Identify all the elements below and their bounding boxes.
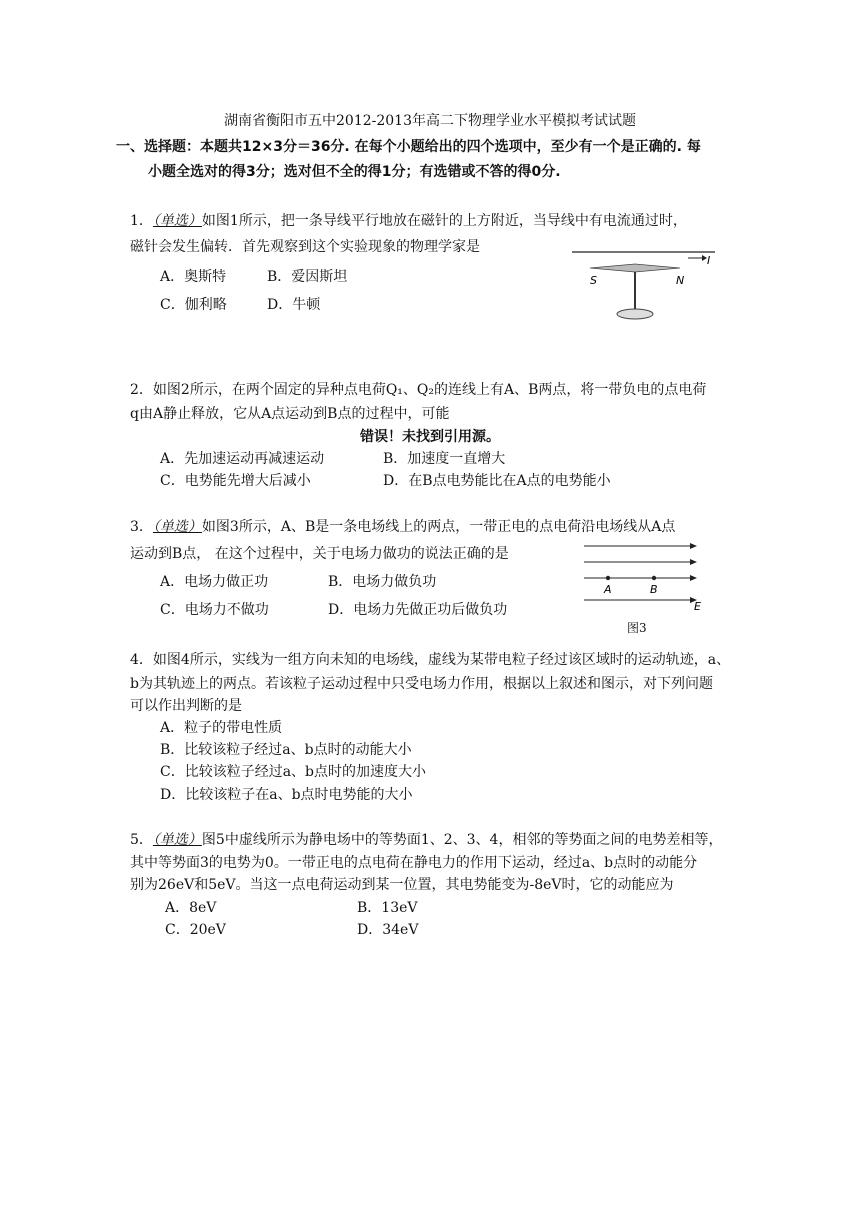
q3-option-a: A．电场力做正功 [160, 574, 269, 590]
q4-option-a: A．粒子的带电性质 [160, 720, 283, 736]
section-heading-line1: 一、选择题：本题共12×3分＝36分. 在每个小题给出的四个选项中，至少有一个是正确的. 每 [116, 139, 701, 155]
q3-option-c: C．电场力不做功 [160, 602, 269, 618]
q5-tag: （单选） [152, 832, 202, 848]
fig3-point-b-label: B [650, 583, 658, 596]
q1-text: 如图1所示，把一条导线平行地放在磁针的上方附近，当导线中有电流通过时， [201, 213, 687, 229]
q1-tag: （单选） [152, 213, 202, 229]
q4-option-d: D．比较该粒子在a、b点时电势能的大小 [160, 787, 413, 803]
q5-option-d: D．34eV [357, 922, 419, 938]
q2-option-b: B．加速度一直增大 [383, 451, 506, 467]
q2-option-c: C．电势能先增大后减小 [160, 473, 311, 489]
q2-error-text: 错误！未找到引用源。 [360, 429, 500, 445]
q2-line1: 2．如图2所示，在两个固定的异种点电荷Q₁、Q₂的连线上有A、B两点，将一带负电的点电荷 [130, 382, 707, 398]
q5-line3: 别为26eV和5eV。当这一点电荷运动到某一位置，其电势能变为-8eV时，它的动能应为 [130, 877, 674, 893]
figure-3-caption: 图3 [627, 621, 647, 635]
section-heading-line2: 小题全选对的得3分；选对但不全的得1分；有选错或不答的得0分. [148, 164, 561, 180]
q4-line2: b为其轨迹上的两点。若该粒子运动过程中只受电场力作用，根据以上叙述和图示，对下列问题 [130, 676, 713, 692]
q3-option-b: B．电场力做负功 [328, 574, 437, 590]
q5-option-a: A．8eV [165, 900, 217, 916]
q5-option-b: B．13eV [357, 900, 418, 916]
q5-number: 5． [130, 832, 153, 848]
q1-option-b: B．爱因斯坦 [267, 269, 348, 285]
q5-option-c: C．20eV [165, 922, 226, 938]
q2-option-d: D．在B点电势能比在A点的电势能小 [383, 473, 611, 489]
q3-number: 3． [130, 519, 153, 535]
figure-1-compass [570, 244, 720, 344]
page-title: 湖南省衡阳市五中2012-2013年高二下物理学业水平模拟考试试题 [224, 113, 636, 129]
figure-3-field-lines [584, 540, 704, 620]
q3-tag: （单选） [152, 519, 202, 535]
q3-text: 如图3所示，A、B是一条电场线上的两点，一带正电的点电荷沿电场线从A点 [201, 519, 676, 535]
q2-line2: q由A静止释放，它从A点运动到B点的过程中，可能 [130, 406, 450, 422]
q5-line1 [130, 831, 722, 849]
q1-option-c: C．伽利略 [160, 297, 227, 313]
fig3-point-a-label: A [604, 583, 612, 596]
q3-line1 [130, 518, 675, 536]
q5-line2: 其中等势面3的电势为0。一带正电的点电荷在静电力的作用下运动，经过a、b点时的动能分 [130, 855, 698, 871]
q1-option-a: A．奥斯特 [160, 269, 227, 285]
q5-text: 图5中虚线所示为静电场中的等势面1、2、3、4，相邻的等势面之间的电势差相等， [201, 832, 723, 848]
q4-option-c: C．比较该粒子经过a、b点时的加速度大小 [160, 764, 427, 780]
fig1-current-label: I [707, 254, 711, 267]
q1-number: 1． [130, 213, 153, 229]
q1-option-d: D．牛顿 [267, 297, 321, 313]
q2-option-a: A．先加速运动再减速运动 [160, 451, 325, 467]
q3-line2: 运动到B点， 在这个过程中，关于电场力做功的说法正确的是 [130, 546, 509, 562]
fig1-north-label: N [676, 274, 685, 287]
q4-line1: 4．如图4所示，实线为一组方向未知的电场线，虚线为某带电粒子经过该区域时的运动轨迹，a、 [130, 652, 731, 668]
q3-option-d: D．电场力先做正功后做负功 [328, 602, 508, 618]
fig3-field-label: E [694, 600, 701, 613]
q1-line1 [130, 212, 687, 230]
q4-line3: 可以作出判断的是 [130, 698, 242, 714]
q4-option-b: B．比较该粒子经过a、b点时的动能大小 [160, 742, 412, 758]
q1-line2: 磁针会发生偏转．首先观察到这个实验现象的物理学家是 [130, 239, 480, 255]
fig1-south-label: S [590, 274, 597, 287]
